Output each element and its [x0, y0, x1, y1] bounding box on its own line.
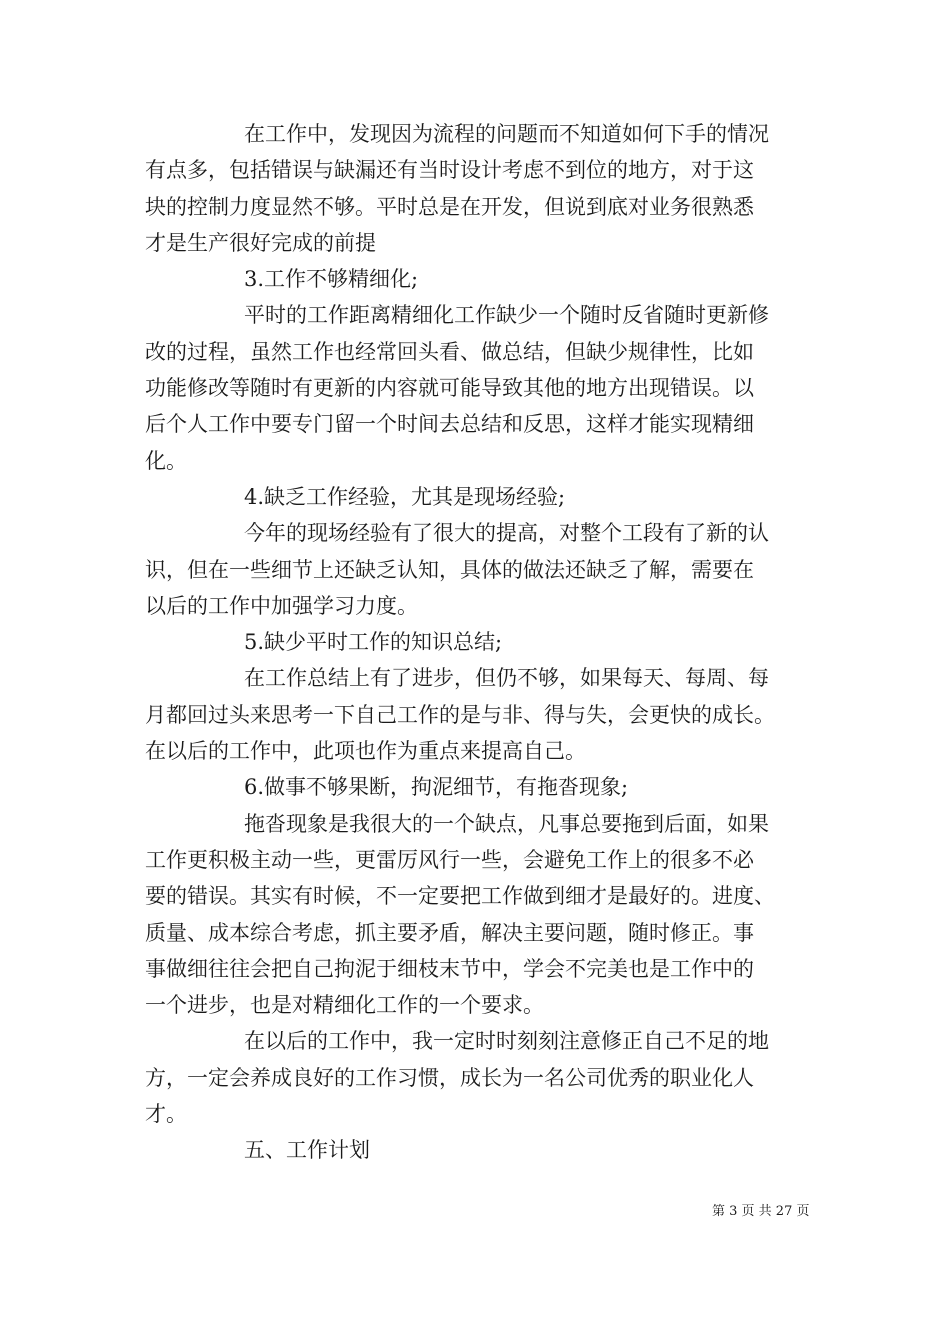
paragraph-line: 在以后的工作中，我一定时时刻刻注意修正自己不足的地 [244, 1029, 769, 1054]
paragraph-line: 要的错误。其实有时候，不一定要把工作做到细才是最好的。进度、 [145, 884, 775, 909]
section-heading: 6.做事不够果断，拘泥细节，有拖沓现象; [244, 775, 629, 800]
paragraph-line: 有点多，包括错误与缺漏还有当时设计考虑不到位的地方，对于这 [145, 158, 754, 183]
paragraph-line: 块的控制力度显然不够。平时总是在开发，但说到底对业务很熟悉 [145, 194, 754, 219]
paragraph-line: 质量、成本综合考虑，抓主要矛盾，解决主要问题，随时修正。事 [145, 920, 754, 945]
paragraph-line: 在以后的工作中，此项也作为重点来提高自己。 [145, 739, 586, 764]
paragraph-line: 化。 [145, 448, 187, 473]
section-heading: 3.工作不够精细化; [244, 267, 419, 292]
paragraph-line: 后个人工作中要专门留一个时间去总结和反思，这样才能实现精细 [145, 412, 754, 437]
paragraph-line: 月都回过头来思考一下自己工作的是与非、得与失，会更快的成长。 [145, 702, 775, 727]
paragraph-line: 拖沓现象是我很大的一个缺点，凡事总要拖到后面，如果 [244, 811, 769, 836]
paragraph-line: 功能修改等随时有更新的内容就可能导致其他的地方出现错误。以 [145, 376, 754, 401]
paragraph-line: 在工作总结上有了进步，但仍不够，如果每天、每周、每 [244, 666, 769, 691]
paragraph-line: 在工作中，发现因为流程的问题而不知道如何下手的情况 [244, 122, 769, 146]
section-heading: 五、工作计划 [244, 1138, 370, 1163]
paragraph-line: 改的过程，虽然工作也经常回头看、做总结，但缺少规律性，比如 [145, 339, 754, 364]
paragraph-line: 才是生产很好完成的前提 [145, 230, 376, 255]
paragraph-line: 今年的现场经验有了很大的提高，对整个工段有了新的认 [244, 521, 769, 546]
paragraph-line: 事做细往往会把自己拘泥于细枝末节中，学会不完美也是工作中的 [145, 956, 754, 981]
document-body [145, 116, 825, 1169]
paragraph-line: 以后的工作中加强学习力度。 [145, 593, 418, 618]
paragraph-line: 一个进步，也是对精细化工作的一个要求。 [145, 993, 544, 1018]
paragraph-line: 平时的工作距离精细化工作缺少一个随时反省随时更新修 [244, 303, 769, 328]
paragraph-line: 方，一定会养成良好的工作习惯，成长为一名公司优秀的职业化人 [145, 1065, 754, 1090]
section-heading: 4.缺乏工作经验，尤其是现场经验; [244, 484, 566, 509]
section-heading: 5.缺少平时工作的知识总结; [244, 630, 503, 655]
page-number-footer: 第 3 页 共 27 页 [712, 1204, 810, 1219]
paragraph-line: 才。 [145, 1102, 187, 1127]
paragraph-line: 工作更积极主动一些，更雷厉风行一些，会避免工作上的很多不必 [145, 847, 754, 872]
paragraph-line: 识，但在一些细节上还缺乏认知，具体的做法还缺乏了解，需要在 [145, 557, 754, 582]
